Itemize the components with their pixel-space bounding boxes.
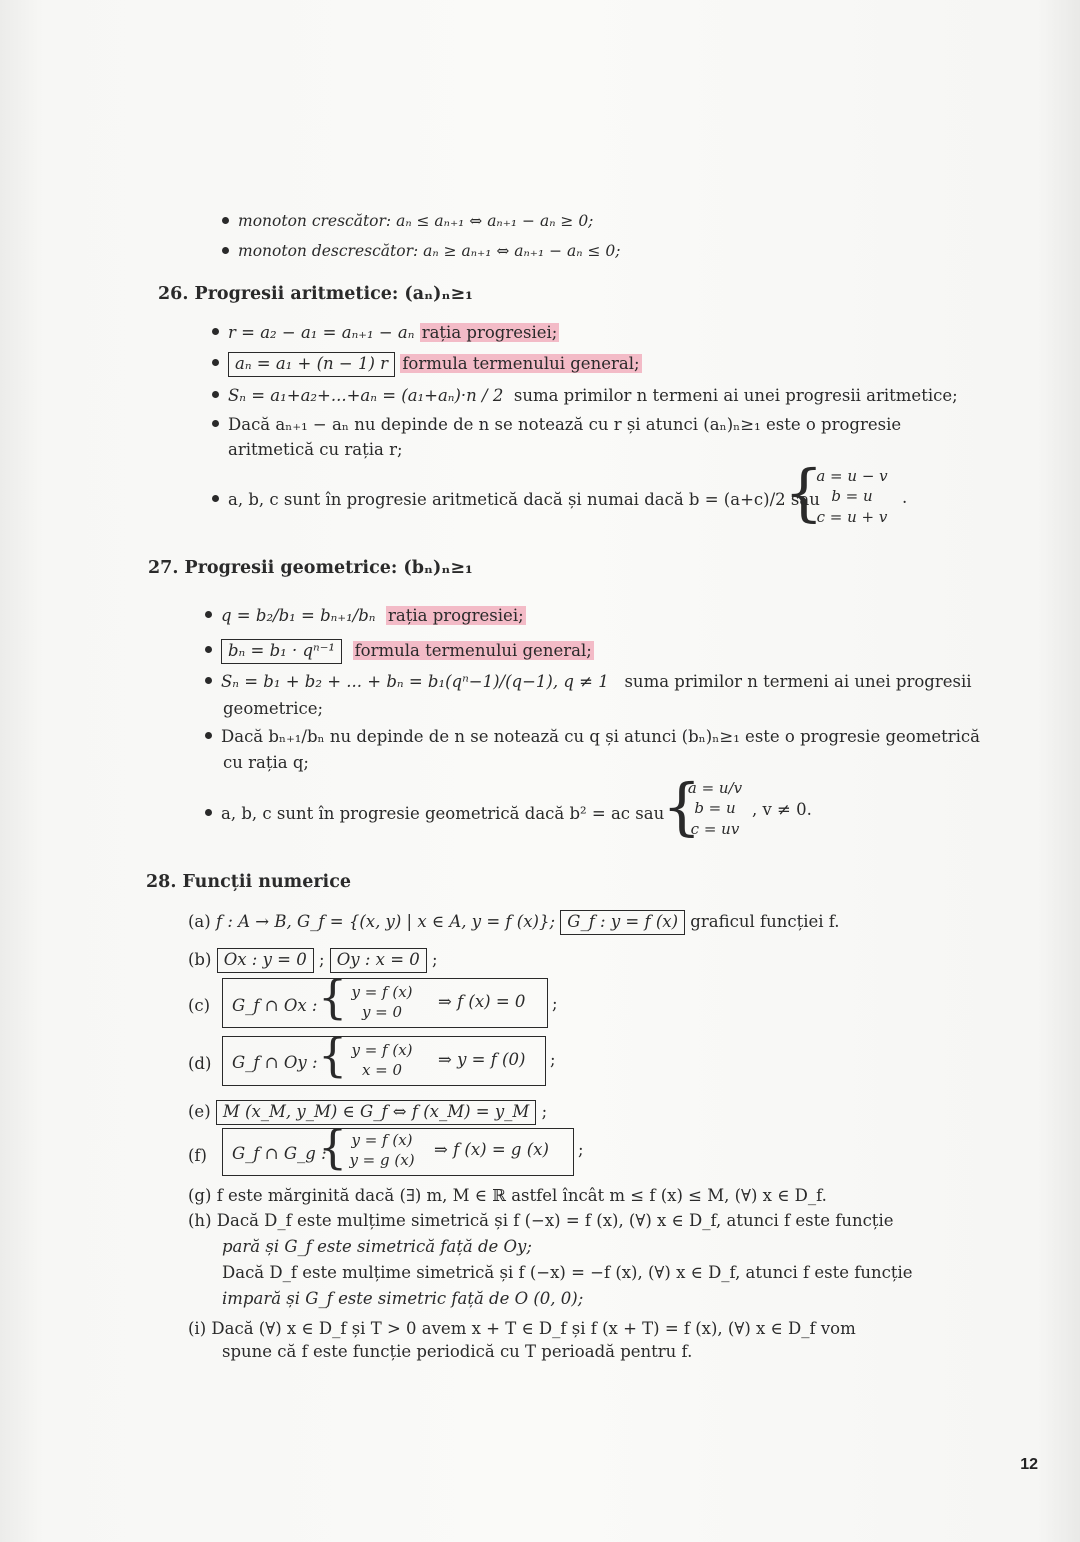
s27-general-term-box: bₙ = b₁ · qⁿ⁻¹	[221, 639, 342, 664]
s28-f-end: ;	[578, 1140, 584, 1159]
section-27-title: 27. Progresii geometrice: (bₙ)ₙ≥₁	[148, 558, 473, 578]
s28-item-i-line1: (i) Dacă (∀) x ∈ D_f și T > 0 avem x + T ∈ D_f și f (x + T) = f (x), (∀) x ∈ D_f vom	[188, 1319, 856, 1338]
s27-criterion: a, b, c sunt în progresie geometrică dacă b² = ac sau	[205, 804, 664, 825]
s28-item-g: (g) f este mărginită dacă (∃) m, M ∈ ℝ astfel încât m ≤ f (x) ≤ M, (∀) x ∈ D_f.	[188, 1186, 827, 1205]
s26-sum: Sₙ = a₁+a₂+...+aₙ = (a₁+aₙ)·n / 2 suma primilor n termeni ai unei progresii aritmetice;	[212, 386, 958, 407]
s28-b-box1: Ox : y = 0	[217, 948, 314, 973]
s28-c-label: (c)	[188, 996, 211, 1015]
s28-c-end: ;	[552, 994, 558, 1013]
s27-system-end: , v ≠ 0.	[752, 800, 812, 819]
s27-general-term	[205, 639, 594, 664]
s28-d-result: ⇒ y = f (0)	[438, 1050, 526, 1069]
s28-c-lead: G_f ∩ Ox :	[232, 996, 318, 1015]
s28-e-box: M (x_M, y_M) ∈ G_f ⇔ f (x_M) = y_M	[216, 1100, 536, 1125]
s26-criterion: a, b, c sunt în progresie aritmetică dacă și numai dacă b = (a+c)/2 sau	[212, 490, 820, 511]
s28-c-system: y = f (x) y = 0	[351, 983, 413, 1022]
s28-d-system: y = f (x) x = 0	[351, 1041, 413, 1080]
section-26-title: 26. Progresii aritmetice: (aₙ)ₙ≥₁	[158, 284, 473, 304]
s27-sum-line2: geometrice;	[223, 699, 324, 718]
s27-ratio: q = b₂/b₁ = bₙ₊₁/bₙ rația progresiei;	[205, 606, 526, 627]
s28-d-brace: {	[318, 1028, 348, 1082]
s27-sum: Sₙ = b₁ + b₂ + ... + bₙ = b₁(qⁿ−1)/(q−1), q ≠ 1 suma primilor n termeni ai unei progresii	[205, 672, 972, 693]
monoton-increasing: monoton crescător: aₙ ≤ aₙ₊₁ ⇔ aₙ₊₁ − aₙ ≥ 0;	[222, 212, 593, 231]
s26-definition-line2: aritmetică cu rația r;	[228, 440, 403, 459]
monoton-decreasing: monoton descrescător: aₙ ≥ aₙ₊₁ ⇔ aₙ₊₁ − aₙ ≤ 0;	[222, 242, 620, 261]
s28-item-h-line2: pară și G_f este simetrică față de Oy;	[222, 1237, 532, 1256]
s28-f-brace: {	[318, 1120, 348, 1174]
s28-item-b: (b) Ox : y = 0 ; Oy : x = 0 ;	[188, 948, 438, 973]
s27-definition-line2: cu rația q;	[223, 753, 309, 772]
s26-general-term	[212, 352, 642, 377]
s27-definition-line1: Dacă bₙ₊₁/bₙ nu depinde de n se notează cu q și atunci (bₙ)ₙ≥₁ este o progresie geometrică	[205, 727, 980, 748]
s26-ratio-highlight: rația progresiei;	[421, 323, 558, 342]
s28-item-h-line4: impară și G_f este simetric față de O (0, 0);	[222, 1289, 584, 1308]
s28-c-brace: {	[318, 970, 348, 1024]
s28-item-h-line3: Dacă D_f este mulțime simetrică și f (−x) = −f (x), (∀) x ∈ D_f, atunci f este funcție	[222, 1263, 913, 1282]
s28-b-box2: Oy : x = 0	[330, 948, 427, 973]
s28-f-label: (f)	[188, 1146, 207, 1165]
s28-d-label: (d)	[188, 1054, 212, 1073]
s26-general-term-highlight: formula termenului general;	[402, 354, 640, 373]
section-28-title: 28. Funcții numerice	[146, 872, 351, 892]
s28-f-lead: G_f ∩ G_g :	[232, 1144, 327, 1163]
s28-item-a: (a) f : A → B, G_f = {(x, y) | x ∈ A, y = f (x)}; G_f : y = f (x) graficul funcției f.	[188, 910, 840, 935]
s26-system: a = u − v b = u c = u + v	[816, 467, 888, 526]
s26-system-end: .	[902, 488, 908, 507]
s27-system: a = u/v b = u c = uv	[687, 779, 743, 838]
s28-d-lead: G_f ∩ Oy :	[232, 1053, 318, 1072]
s28-a-box: G_f : y = f (x)	[560, 910, 685, 935]
s27-system-brace: {	[662, 770, 702, 843]
page-number: 12	[1020, 1456, 1038, 1473]
s28-d-end: ;	[550, 1050, 556, 1069]
s28-f-system: y = f (x) y = g (x)	[349, 1131, 415, 1170]
s27-ratio-highlight: rația progresiei;	[388, 606, 524, 625]
s26-definition-line1: Dacă aₙ₊₁ − aₙ nu depinde de n se notează cu r și atunci (aₙ)ₙ≥₁ este o progresie	[212, 415, 901, 436]
s28-c-result: ⇒ f (x) = 0	[438, 992, 526, 1011]
s28-item-h-line1: (h) Dacă D_f este mulțime simetrică și f (−x) = f (x), (∀) x ∈ D_f, atunci f este funcție	[188, 1211, 894, 1230]
s28-item-e: (e) M (x_M, y_M) ∈ G_f ⇔ f (x_M) = y_M ;	[188, 1100, 547, 1125]
s28-item-i-line2: spune că f este funcție periodică cu T perioadă pentru f.	[222, 1342, 693, 1361]
s26-general-term-box: aₙ = a₁ + (n − 1) r	[228, 352, 395, 377]
s27-general-term-highlight: formula termenului general;	[354, 641, 592, 660]
s26-ratio: r = a₂ − a₁ = aₙ₊₁ − aₙ rația progresiei;	[212, 323, 559, 344]
s28-f-result: ⇒ f (x) = g (x)	[434, 1140, 549, 1159]
s26-system-brace: {	[784, 456, 824, 529]
